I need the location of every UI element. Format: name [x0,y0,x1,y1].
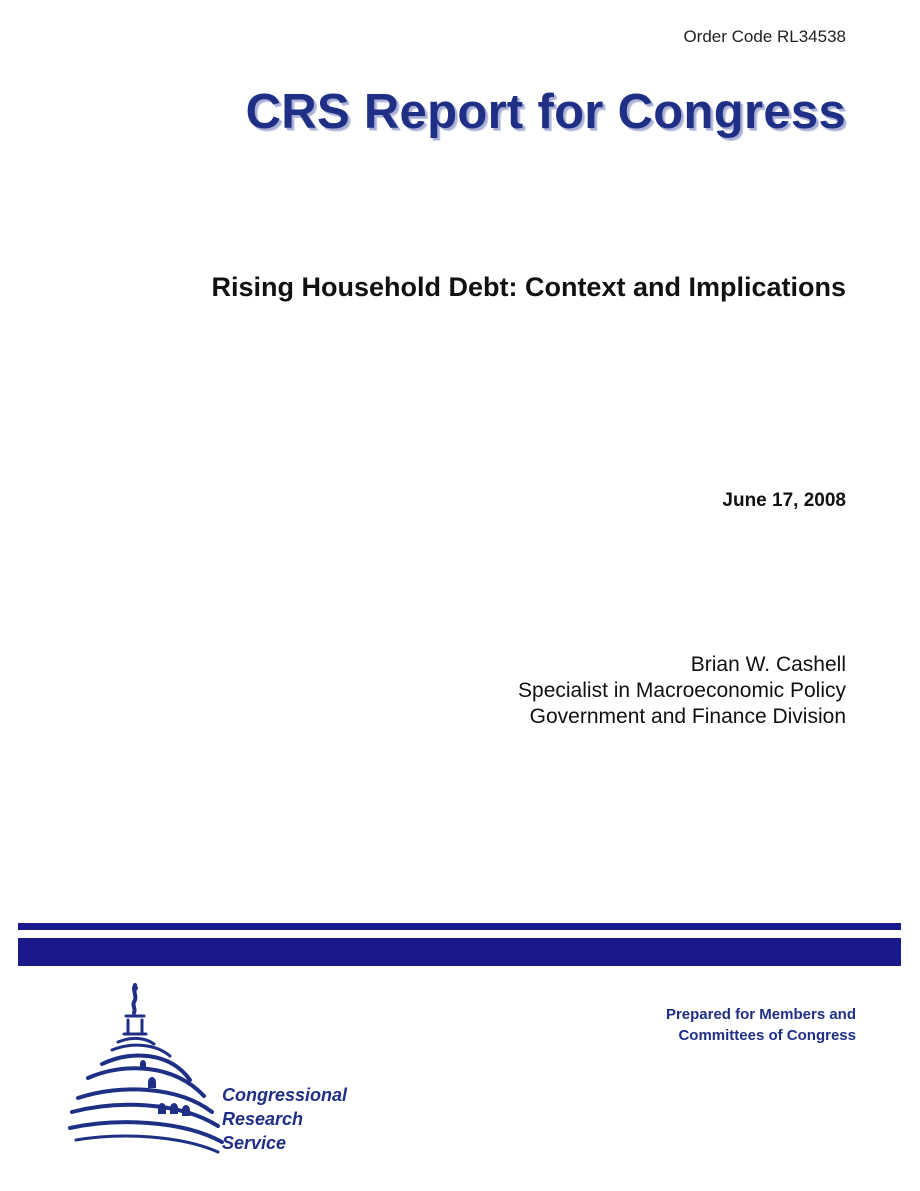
logo-line-3: Service [222,1133,287,1153]
footer-rule-thick [18,938,901,966]
capitol-dome-icon [62,980,232,1160]
order-code: Order Code RL34538 [683,27,846,46]
report-banner: CRS Report for Congress [245,85,846,139]
report-title: Rising Household Debt: Context and Implications [211,272,846,302]
prepared-line-1: Prepared for Members and [665,1006,856,1023]
author-name: Brian W. Cashell [690,653,846,676]
prepared-for-block [666,1004,856,1046]
logo-line-2: Research [222,1109,304,1129]
crs-logo-text [222,1083,347,1155]
logo-line-1: Congressional [222,1085,348,1105]
footer-rule-thin [18,923,901,930]
report-date: June 17, 2008 [722,490,846,511]
prepared-line-2: Committees of Congress [678,1027,856,1044]
author-division: Government and Finance Division [529,705,846,728]
author-position: Specialist in Macroeconomic Policy [518,679,846,702]
author-block [518,652,846,730]
